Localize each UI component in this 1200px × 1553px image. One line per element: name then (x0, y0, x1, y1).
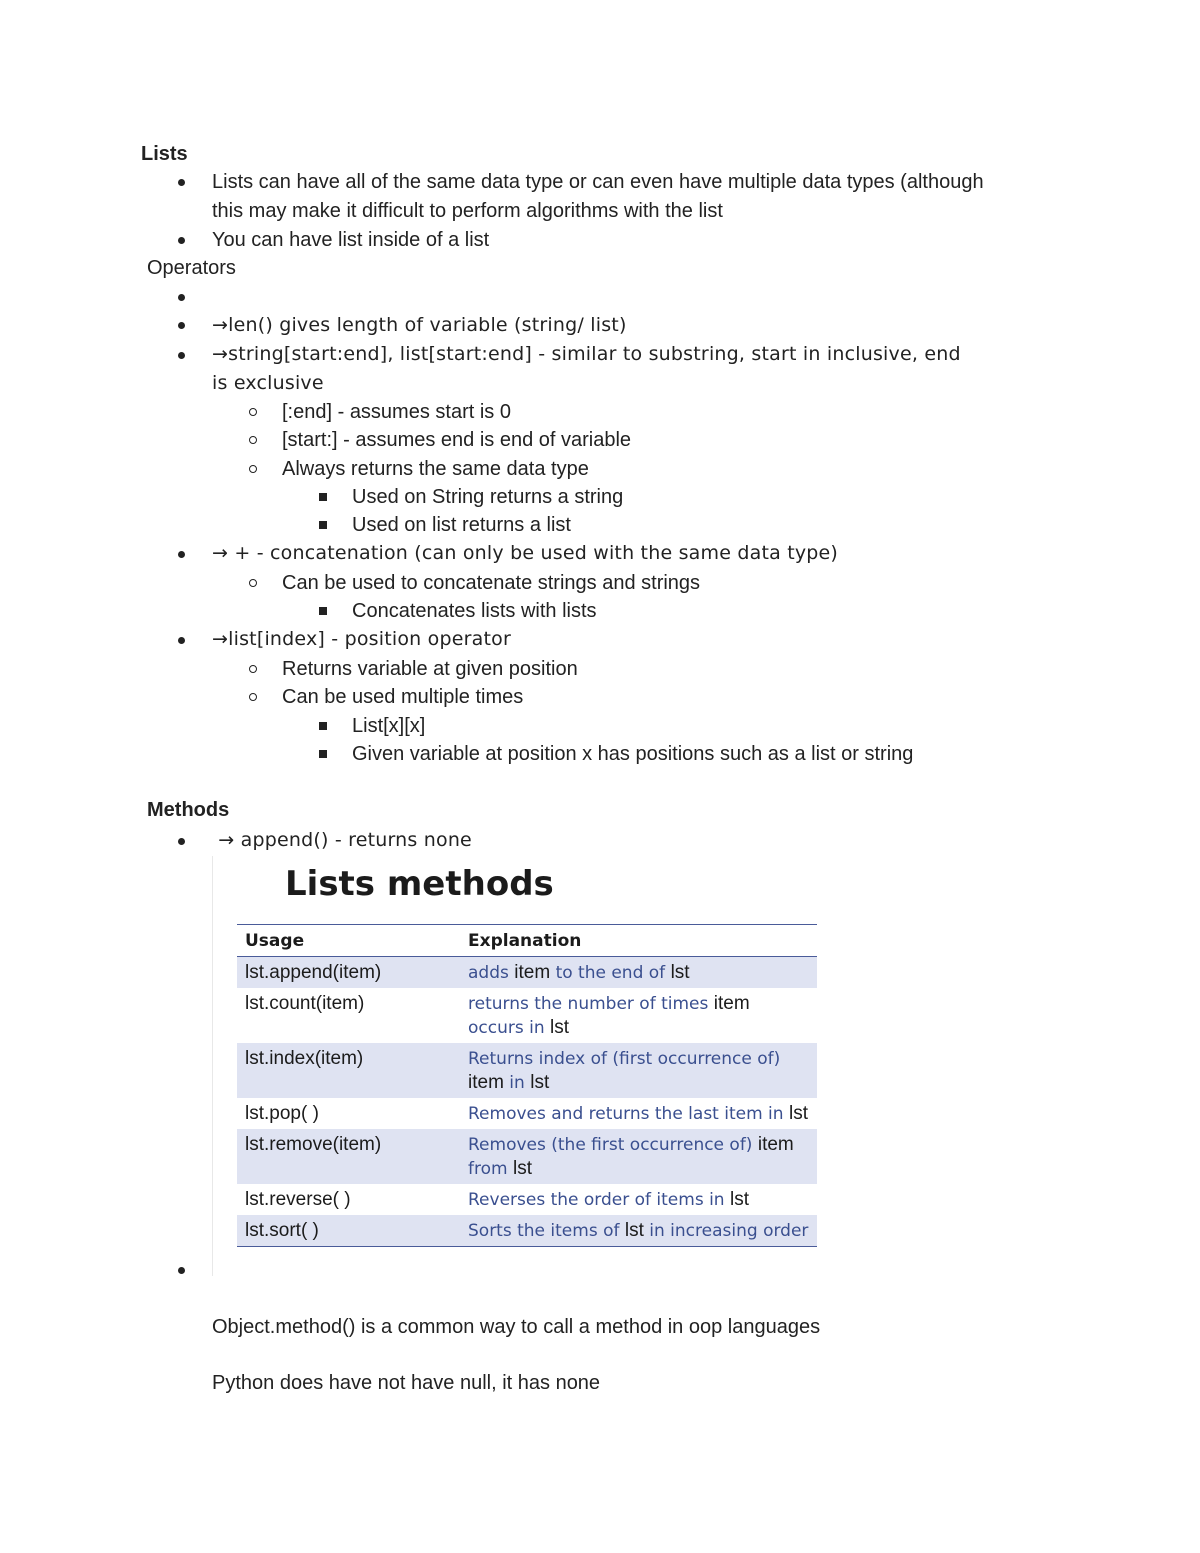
explanation-cell (460, 1184, 817, 1215)
explanation-text: in (503, 1073, 531, 1093)
usage-cell: lst.sort( ) (237, 1215, 460, 1247)
code-term: lst (512, 1158, 532, 1179)
section-heading-lists: Lists (141, 143, 188, 165)
method-append: → append() - returns none (212, 829, 472, 851)
lists-methods-table (237, 924, 817, 1247)
code-term: item (514, 962, 551, 983)
explanation-text: Reverses the order of items in (468, 1190, 730, 1210)
explanation-cell (460, 957, 817, 989)
code-term: lst (624, 1220, 644, 1241)
table-row (237, 1043, 817, 1098)
bullet-circle (249, 693, 257, 701)
explanation-text: Removes and returns the last item in (468, 1104, 789, 1124)
slice-note-3: Always returns the same data type (282, 458, 589, 480)
explanation-text: from (468, 1159, 513, 1179)
lists-methods-image (212, 856, 831, 1276)
explanation-cell (460, 1215, 817, 1247)
note-python-none: Python does have not have null, it has none (212, 1372, 601, 1394)
bullet-circle (249, 579, 257, 587)
bullet-circle (249, 436, 257, 444)
table-row (237, 1215, 817, 1247)
code-term: item (468, 1072, 504, 1093)
position-note-2: Can be used multiple times (282, 686, 524, 708)
position-note-2a: List[x][x] (352, 715, 426, 737)
usage-cell: lst.pop( ) (245, 1103, 319, 1124)
operator-slice-line-2: is exclusive (212, 372, 324, 394)
code-term: lst (730, 1189, 749, 1210)
concat-note-1: Can be used to concatenate strings and strings (282, 572, 701, 594)
slice-note-2: [start:] - assumes end is end of variable (282, 429, 632, 451)
code-term: lst (550, 1017, 570, 1038)
slice-note-3b: Used on list returns a list (352, 514, 571, 536)
code-term: lst (530, 1072, 550, 1093)
explanation-text: in increasing order (643, 1221, 809, 1241)
slice-note-1: [:end] - assumes start is 0 (282, 401, 511, 423)
usage-cell: lst.append(item) (237, 957, 460, 989)
bullet-square (319, 607, 327, 615)
code-term: item (713, 993, 750, 1014)
lists-bullet-1-line-2: this may make it difficult to perform algorithms with the list (212, 200, 723, 222)
usage-cell: lst.reverse( ) (245, 1189, 351, 1210)
explanation-cell (460, 1129, 817, 1184)
bullet-dot (178, 637, 185, 644)
bullet-dot (178, 179, 185, 186)
operator-len: →len() gives length of variable (string/ list) (212, 314, 627, 336)
lists-methods-title: Lists methods (285, 864, 554, 904)
bullet-square (319, 493, 327, 501)
explanation-cell (460, 1043, 817, 1098)
bullet-dot (178, 838, 185, 845)
explanation-text: Removes (the first occurrence of) (468, 1135, 758, 1155)
bullet-square (319, 722, 327, 730)
explanation-text: occurs in (468, 1018, 551, 1038)
bullet-dot (178, 1267, 185, 1274)
bullet-circle (249, 465, 257, 473)
section-heading-methods: Methods (147, 799, 230, 821)
code-term: lst (670, 962, 690, 983)
bullet-circle (249, 408, 257, 416)
bullet-circle (249, 665, 257, 673)
explanation-text: Sorts the items of (468, 1221, 625, 1241)
position-note-2b: Given variable at position x has positions such as a list or string (352, 743, 914, 765)
lists-bullet-2: You can have list inside of a list (212, 229, 490, 251)
table-row (237, 1098, 817, 1129)
slice-note-3a: Used on String returns a string (352, 486, 624, 508)
operator-position: →list[index] - position operator (212, 628, 511, 650)
code-term: item (757, 1134, 794, 1155)
note-object-method: Object.method() is a common way to call a method in oop languages (212, 1316, 821, 1338)
column-header-explanation: Explanation (460, 925, 817, 957)
code-term: lst (788, 1103, 808, 1124)
explanation-cell (460, 988, 817, 1043)
column-header-usage: Usage (237, 925, 460, 957)
section-heading-operators: Operators (147, 257, 236, 279)
usage-cell: lst.count(item) (245, 993, 365, 1014)
operator-concat: → + - concatenation (can only be used with the same data type) (212, 542, 839, 564)
explanation-text: returns the number of times (468, 994, 714, 1014)
bullet-dot-empty (178, 294, 185, 301)
usage-cell: lst.index(item) (237, 1043, 460, 1098)
explanation-text: to the end of (550, 963, 671, 983)
bullet-square (319, 521, 327, 529)
table-row (237, 957, 817, 989)
bullet-dot (178, 352, 185, 359)
explanation-text: adds (468, 963, 515, 983)
bullet-dot (178, 237, 185, 244)
bullet-dot (178, 551, 185, 558)
lists-bullet-1-line-1: Lists can have all of the same data type or can even have multiple data types (although (212, 171, 984, 193)
table-row (237, 1129, 817, 1184)
table-row (237, 1184, 817, 1215)
usage-cell: lst.remove(item) (237, 1129, 460, 1184)
explanation-text: Returns index of (first occurrence of) (468, 1049, 781, 1069)
bullet-square (319, 750, 327, 758)
position-note-1: Returns variable at given position (282, 658, 578, 680)
concat-note-1a: Concatenates lists with lists (352, 600, 597, 622)
operator-slice-line-1: →string[start:end], list[start:end] - similar to substring, start in inclusive, end (212, 343, 961, 365)
bullet-dot (178, 322, 185, 329)
table-row (237, 988, 817, 1043)
explanation-cell (460, 1098, 817, 1129)
